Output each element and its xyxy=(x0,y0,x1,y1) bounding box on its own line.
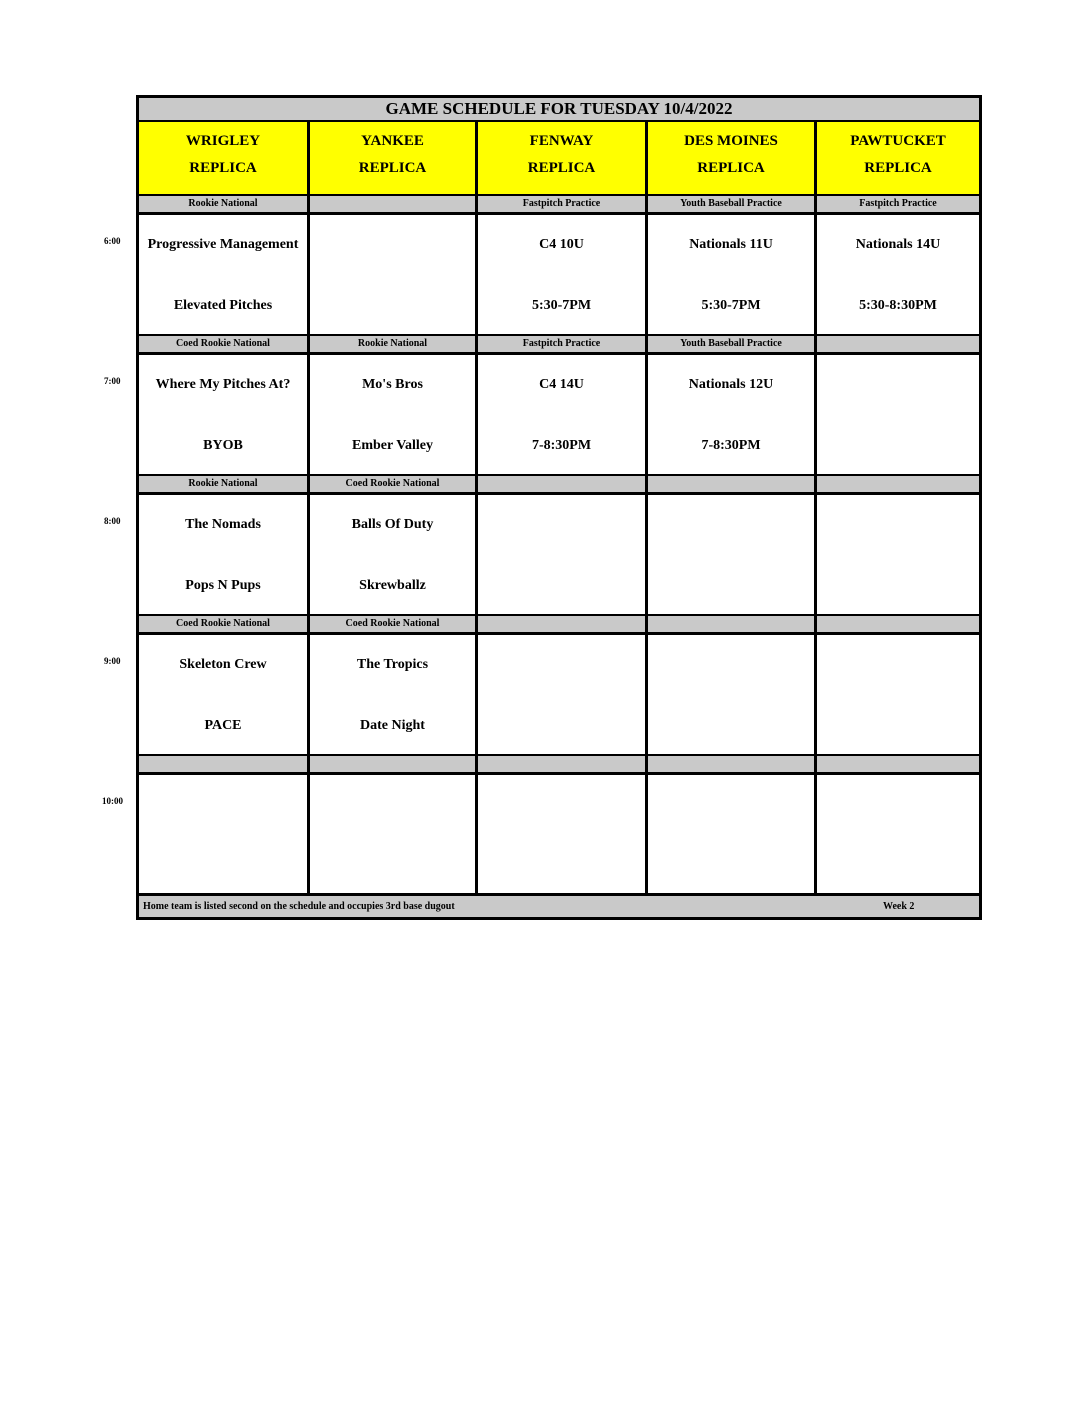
venue-name: PAWTUCKET xyxy=(850,133,946,149)
time-label: 9:00 xyxy=(104,656,121,666)
game-cell xyxy=(478,775,645,893)
time-label: 10:00 xyxy=(102,796,123,806)
team-away: The Tropics xyxy=(356,657,429,672)
division-label: Coed Rookie National xyxy=(310,476,475,492)
game-cell xyxy=(139,355,307,473)
team-away: Balls Of Duty xyxy=(351,517,434,532)
time-label: 8:00 xyxy=(104,516,121,526)
grid-line xyxy=(307,122,310,896)
venue-name: FENWAY xyxy=(529,133,594,149)
team-away: Mo's Bros xyxy=(362,377,423,392)
division-label xyxy=(648,476,814,492)
game-cell xyxy=(817,635,979,753)
division-label xyxy=(817,336,979,352)
venue-header-wrigley xyxy=(139,122,307,194)
home-team-note: Home team is listed second on the schedule and occupies 3rd base dugout xyxy=(143,901,455,912)
game-cell xyxy=(310,215,475,333)
team-home: Date Night xyxy=(360,718,425,733)
team-away: The Nomads xyxy=(185,517,261,532)
division-label xyxy=(478,616,645,632)
schedule-title: GAME SCHEDULE FOR TUESDAY 10/4/2022 xyxy=(139,98,979,122)
grid-line xyxy=(139,772,979,775)
venue-header-yankee xyxy=(310,122,475,194)
game-cell xyxy=(139,775,307,893)
division-label: Fastpitch Practice xyxy=(478,336,645,352)
venue-header-des-moines xyxy=(648,122,814,194)
division-label xyxy=(817,756,979,772)
division-label xyxy=(310,756,475,772)
game-cell xyxy=(139,495,307,613)
division-label xyxy=(817,616,979,632)
grid-line xyxy=(645,122,648,896)
division-label xyxy=(478,476,645,492)
division-label xyxy=(478,756,645,772)
venue-sub: REPLICA xyxy=(527,160,596,176)
division-label xyxy=(310,196,475,212)
venue-sub: REPLICA xyxy=(189,160,257,176)
division-label: Fastpitch Practice xyxy=(478,196,645,212)
game-cell xyxy=(310,775,475,893)
division-label: Rookie National xyxy=(310,336,475,352)
game-cell xyxy=(817,495,979,613)
team-away: Progressive Management xyxy=(147,237,299,252)
team-away: Where My Pitches At? xyxy=(155,377,291,392)
venue-sub: REPLICA xyxy=(697,160,765,176)
game-cell xyxy=(648,355,814,473)
team-home: 5:30-7PM xyxy=(531,298,592,313)
division-label xyxy=(648,756,814,772)
grid-line xyxy=(139,632,979,635)
team-home: Ember Valley xyxy=(351,438,434,453)
game-cell xyxy=(817,775,979,893)
game-cell xyxy=(478,355,645,473)
team-home: Elevated Pitches xyxy=(173,298,273,313)
grid-line xyxy=(139,492,979,495)
grid-line xyxy=(139,334,979,336)
team-away: C4 14U xyxy=(539,377,584,392)
grid-line xyxy=(814,122,817,896)
game-cell xyxy=(648,635,814,753)
division-label xyxy=(817,476,979,492)
venue-name: YANKEE xyxy=(361,133,424,149)
game-cell xyxy=(817,355,979,473)
game-cell xyxy=(310,495,475,613)
game-cell xyxy=(648,775,814,893)
division-label: Youth Baseball Practice xyxy=(648,336,814,352)
team-home: 5:30-8:30PM xyxy=(859,298,937,313)
division-label: Rookie National xyxy=(139,196,307,212)
grid-line xyxy=(475,122,478,896)
grid-line xyxy=(139,474,979,476)
schedule-sheet xyxy=(136,95,982,920)
game-cell xyxy=(478,635,645,753)
game-cell xyxy=(139,635,307,753)
venue-header-fenway xyxy=(478,122,645,194)
grid-line xyxy=(139,194,979,196)
team-away: C4 10U xyxy=(539,237,584,252)
team-away: Nationals 11U xyxy=(689,237,773,252)
venue-sub: REPLICA xyxy=(358,160,427,176)
division-label: Youth Baseball Practice xyxy=(648,196,814,212)
week-label: Week 2 xyxy=(883,901,915,912)
team-home: 5:30-7PM xyxy=(701,298,761,313)
venue-name: WRIGLEY xyxy=(185,133,261,149)
team-home: 7-8:30PM xyxy=(531,438,592,453)
game-cell xyxy=(310,355,475,473)
time-label: 7:00 xyxy=(104,376,121,386)
team-home: BYOB xyxy=(203,438,243,453)
division-label xyxy=(139,756,307,772)
grid-line xyxy=(139,352,979,355)
game-cell xyxy=(478,215,645,333)
grid-line xyxy=(139,754,979,756)
venue-name: DES MOINES xyxy=(684,133,778,149)
game-cell xyxy=(139,215,307,333)
team-away: Nationals 14U xyxy=(855,237,941,252)
schedule-footer xyxy=(139,896,979,917)
grid-line xyxy=(139,212,979,215)
division-label: Rookie National xyxy=(139,476,307,492)
division-label xyxy=(648,616,814,632)
division-label: Coed Rookie National xyxy=(310,616,475,632)
venue-sub: REPLICA xyxy=(864,160,932,176)
team-away: Skeleton Crew xyxy=(179,657,267,672)
game-cell xyxy=(648,215,814,333)
division-label: Fastpitch Practice xyxy=(817,196,979,212)
game-cell xyxy=(817,215,979,333)
game-cell xyxy=(478,495,645,613)
division-label: Coed Rookie National xyxy=(139,616,307,632)
division-label: Coed Rookie National xyxy=(139,336,307,352)
team-home: Skrewballz xyxy=(359,578,426,593)
team-away: Nationals 12U xyxy=(688,377,774,392)
game-cell xyxy=(310,635,475,753)
team-home: Pops N Pups xyxy=(185,578,261,593)
team-home: PACE xyxy=(204,718,242,733)
grid-line xyxy=(139,614,979,616)
venue-header-pawtucket xyxy=(817,122,979,194)
game-cell xyxy=(648,495,814,613)
team-home: 7-8:30PM xyxy=(701,438,761,453)
time-label: 6:00 xyxy=(104,236,121,246)
